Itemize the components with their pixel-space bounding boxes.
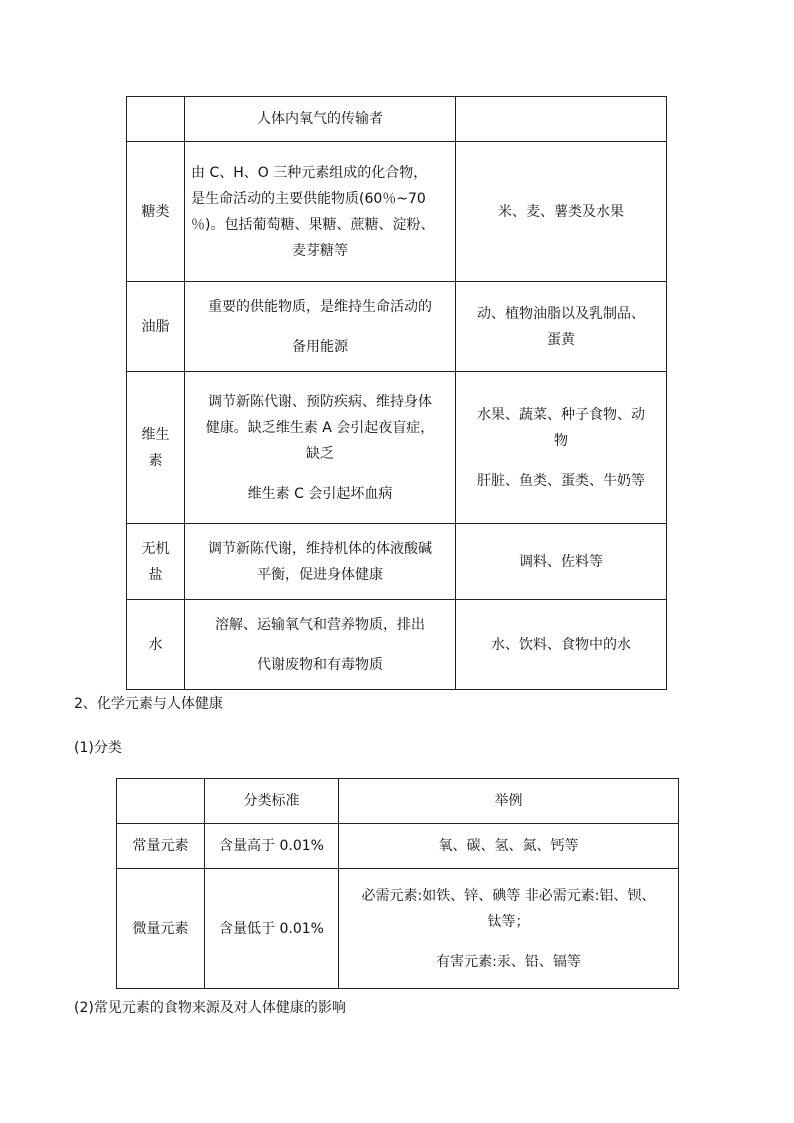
table-header-row [117,779,679,824]
subsection-title: (2)常见元素的食物来源及对人体健康的影响 [74,1000,346,1016]
nutrient-source-cell [456,142,667,282]
function-line: 健康。缺乏维生素 A 会引起夜盲症， [205,419,435,436]
table-row [117,869,679,989]
element-classification-table [116,778,679,989]
classification-standard-cell: 含量高于 0.01% [205,824,339,869]
nutrient-function-cell [185,600,456,690]
name-line: 素 [148,452,163,469]
nutrient-source-cell [456,282,667,372]
function-line: 由 C、H、O 三种元素组成的化合物， [191,164,428,181]
source-line: 水果、蔬菜、种子食物、动 [477,406,645,423]
nutrient-function-cell [185,372,456,524]
source-line: 水、饮料、食物中的水 [491,636,631,653]
nutrient-function-cell [185,97,456,142]
function-line: 调节新陈代谢，维持机体的体液酸碱 [208,540,432,557]
function-line: 维生素 C 会引起坏血病 [247,485,393,502]
example-cell [339,824,679,869]
function-line: ％)。包括葡萄糖、果糖、蔗糖、淀粉、 [191,216,435,233]
table-row [127,142,667,282]
function-line: 是生命活动的主要供能物质(60％~70 [191,190,426,207]
source-line: 米、麦、薯类及水果 [498,203,624,220]
source-line: 肝脏、鱼类、蛋类、牛奶等 [477,472,645,489]
nutrient-name-cell: 水 [127,600,185,690]
function-line: 溶解、运输氧气和营养物质，排出 [215,616,425,633]
example-line: 有害元素:汞、铅、镉等 [436,953,581,970]
nutrient-source-cell [456,600,667,690]
classification-standard-cell: 含量低于 0.01% [205,869,339,989]
example-line: 必需元素:如铁、锌、碘等 非必需元素:铝、钡、 [361,887,656,904]
name-line: 维生 [141,426,170,443]
table-row [117,824,679,869]
name-line: 盐 [148,566,163,583]
source-line: 蛋黄 [547,331,575,348]
function-line: 重要的供能物质，是维持生命活动的 [208,298,432,315]
function-line: 人体内氧气的传输者 [257,111,383,127]
element-category-cell: 常量元素 [117,824,205,869]
function-line: 麦芽糖等 [292,242,348,259]
table-row [127,97,667,142]
nutrients-table [126,96,667,690]
nutrient-source-cell [456,524,667,600]
nutrient-source-cell [456,372,667,524]
nutrient-name-cell [127,372,185,524]
nutrient-function-cell [185,524,456,600]
nutrient-name-cell [127,97,185,142]
source-line: 动、植物油脂以及乳制品、 [477,305,645,322]
name-line: 无机 [141,540,170,557]
section-title: 2、化学元素与人体健康 [74,696,223,712]
element-category-cell: 微量元素 [117,869,205,989]
nutrient-function-cell [185,142,456,282]
nutrient-name-cell [127,524,185,600]
function-line: 备用能源 [292,338,348,355]
example-line: 氧、碳、氢、氮、钙等 [438,838,579,854]
nutrient-function-cell [185,282,456,372]
table-row [127,372,667,524]
column-header [117,779,205,824]
function-line: 缺乏 [306,445,334,462]
nutrient-name-cell: 油脂 [127,282,185,372]
column-header: 举例 [339,779,679,824]
function-line: 代谢废物和有毒物质 [257,656,383,673]
source-line: 调料、佐料等 [519,553,603,570]
function-line: 调节新陈代谢、预防疾病、维持身体 [208,393,432,410]
example-cell [339,869,679,989]
column-header: 分类标准 [205,779,339,824]
source-line: 物 [554,432,568,449]
table-row [127,600,667,690]
nutrient-name-cell: 糖类 [127,142,185,282]
nutrient-source-cell [456,97,667,142]
example-line: 钛等； [487,913,530,930]
table-row [127,524,667,600]
subsection-title: (1)分类 [74,740,122,756]
function-line: 平衡，促进身体健康 [257,566,383,583]
table-row [127,282,667,372]
